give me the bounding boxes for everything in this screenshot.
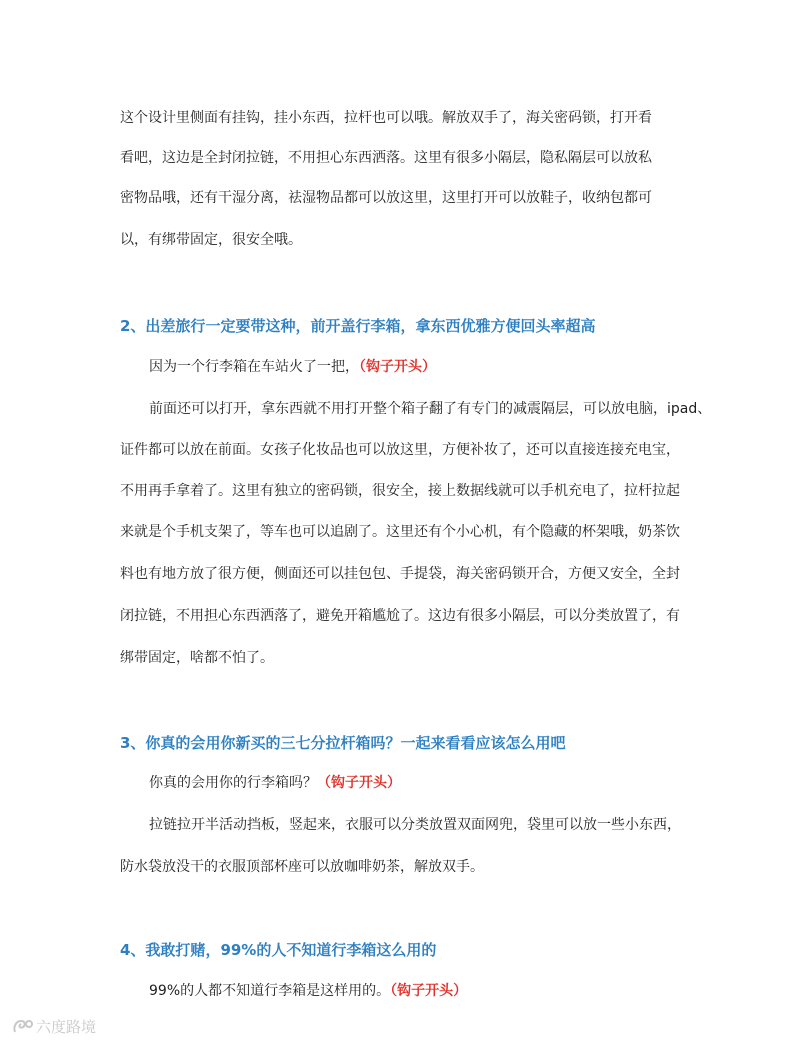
section-3-body-line-2: 防水袋放没干的衣服顶部杯座可以放咖啡奶茶，解放双手。 [120,859,484,875]
watermark [12,1016,96,1037]
section-2-body-line-5: 料也有地方放了很方便，侧面还可以挂包包、手提袋，海关密码锁开合，方便又安全，全封 [120,566,680,582]
section-4-hook-line [149,981,467,1001]
section-3-heading: 3、你真的会用你新买的三七分拉杆箱吗？一起来看看应该怎么用吧 [120,734,566,752]
section-2-hook-line [149,357,436,377]
section-3-hook-line [149,773,401,793]
intro-line-4: 以，有绑带固定，很安全哦。 [120,232,302,248]
watermark-text: 六度路境 [36,1018,97,1036]
section-2-body-line-7: 绑带固定，啥都不怕了。 [120,650,274,666]
intro-line-1: 这个设计里侧面有挂钩，挂小东西，拉杆也可以哦。解放双手了，海关密码锁，打开看 [120,110,652,126]
section-4-hook-text: 99%的人都不知道行李箱是这样用的。 [149,983,391,999]
section-2-body-line-1: 前面还可以打开，拿东西就不用打开整个箱子翻了有专门的减震隔层，可以放电脑，ipad、 [149,401,712,417]
watermark-logo-icon [12,1018,34,1036]
section-2-body-line-4: 来就是个手机支架了，等车也可以追剧了。这里还有个小心机，有个隐藏的杯架哦，奶茶饮 [120,524,680,540]
intro-line-3: 密物品哦，还有干湿分离，祛湿物品都可以放这里，这里打开可以放鞋子，收纳包都可 [120,190,652,206]
section-4-heading: 4、我敢打赌，99%的人不知道行李箱这么用的 [120,941,437,959]
section-2-heading: 2、出差旅行一定要带这种，前开盖行李箱，拿东西优雅方便回头率超高 [120,317,596,335]
section-2-hook-label: （钩子开头） [359,359,436,375]
section-3-hook-text: 你真的会用你的行李箱吗？ [149,775,317,791]
section-3-body-line-1: 拉链拉开半活动挡板，竖起来，衣服可以分类放置双面网兜，袋里可以放一些小东西， [149,817,681,833]
section-3-hook-label: （钩子开头） [317,775,401,791]
section-2-body-line-2: 证件都可以放在前面。女孩子化妆品也可以放这里，方便补妆了，还可以直接连接充电宝， [120,442,680,458]
intro-line-2: 看吧，这边是全封闭拉链，不用担心东西洒落。这里有很多小隔层，隐私隔层可以放私 [120,150,652,166]
section-4-hook-label: （钩子开头） [390,983,468,999]
section-2-body-line-6: 闭拉链，不用担心东西洒落了，避免开箱尴尬了。这边有很多小隔层，可以分类放置了，有 [120,608,680,624]
section-2-body-line-3: 不用再手拿着了。这里有独立的密码锁，很安全，接上数据线就可以手机充电了，拉杆拉起 [120,483,680,499]
section-2-hook-text: 因为一个行李箱在车站火了一把， [149,359,359,375]
